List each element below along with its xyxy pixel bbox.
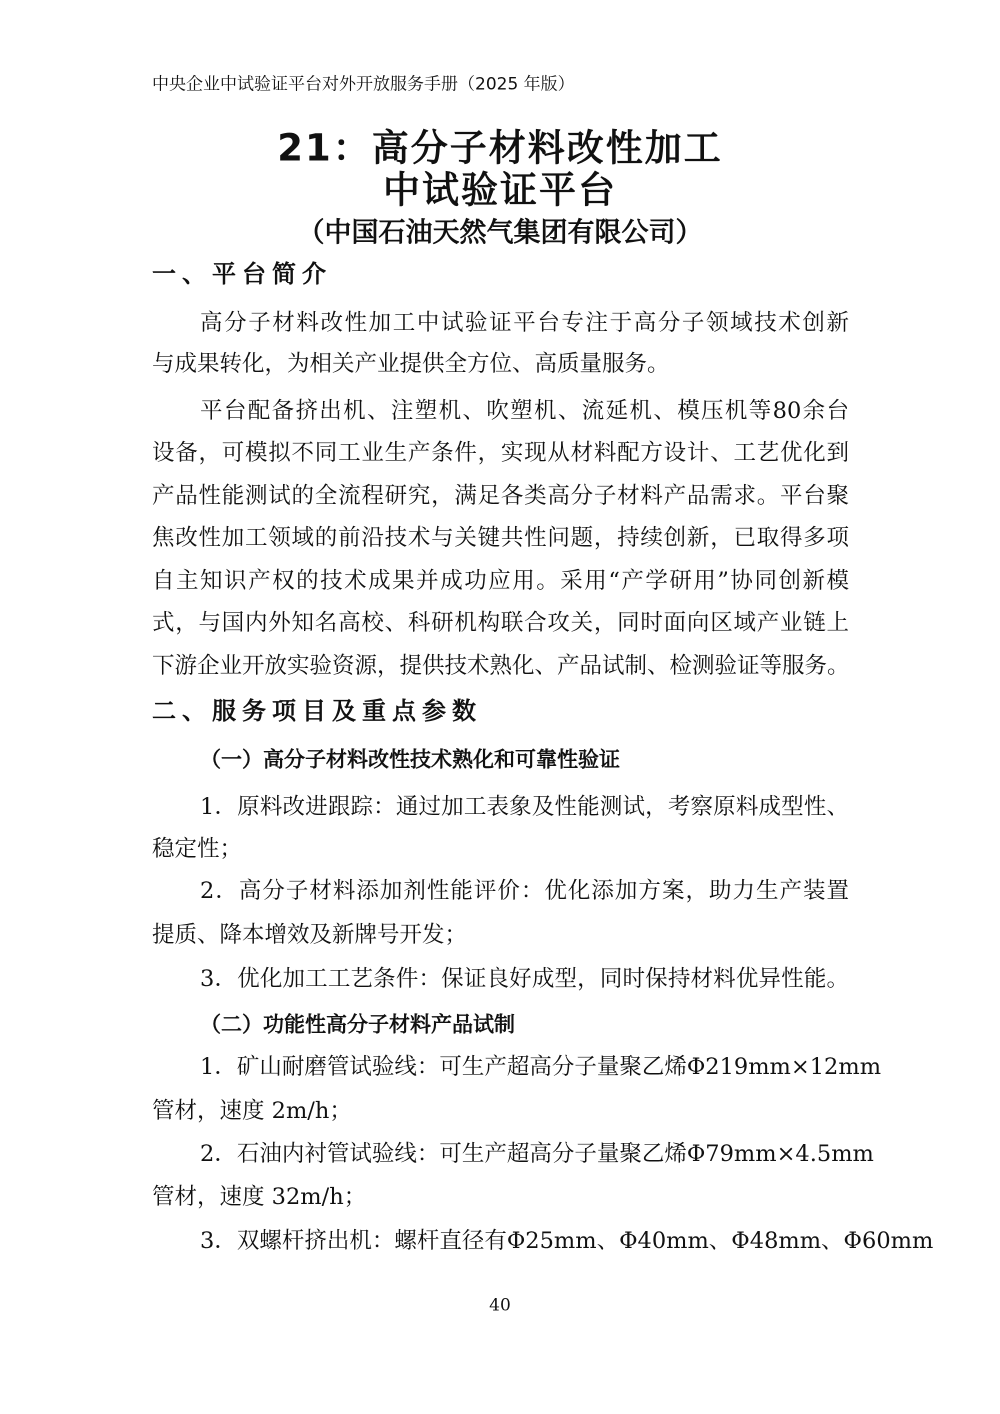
paragraph-line: 产品性能测试的全流程研究，满足各类高分子材料产品需求。平台聚 xyxy=(152,482,849,509)
subsection-heading-2: （二）功能性高分子材料产品试制 xyxy=(200,1012,515,1037)
list-item-line: 1．原料改进跟踪：通过加工表象及性能测试，考察原料成型性、 xyxy=(200,793,849,820)
paragraph-line: 式，与国内外知名高校、科研机构联合攻关，同时面向区域产业链上 xyxy=(152,609,849,636)
list-item-line: 管材，速度 32m/h； xyxy=(152,1183,367,1210)
paragraph-line: 下游企业开放实验资源，提供技术熟化、产品试制、检测验证等服务。 xyxy=(152,652,850,679)
list-item-line: 管材，速度 2m/h； xyxy=(152,1097,352,1124)
page-title-line-1: 21：高分子材料改性加工 xyxy=(277,126,723,170)
page-number: 40 xyxy=(489,1295,511,1316)
paragraph-line: 自主知识产权的技术成果并成功应用。采用“产学研用”协同创新模 xyxy=(152,567,849,594)
page-title-line-2: 中试验证平台 xyxy=(383,168,617,212)
list-item-line: 3．优化加工工艺条件：保证良好成型，同时保持材料优异性能。 xyxy=(200,965,849,992)
section-heading-services: 二、服务项目及重点参数 xyxy=(152,697,482,725)
organization-subtitle: （中国石油天然气集团有限公司） xyxy=(297,217,703,249)
paragraph-line: 焦改性加工领域的前沿技术与关键共性问题，持续创新，已取得多项 xyxy=(152,524,849,551)
paragraph-line: 设备，可模拟不同工业生产条件，实现从材料配方设计、工艺优化到 xyxy=(152,439,849,466)
paragraph-line: 高分子材料改性加工中试验证平台专注于高分子领域技术创新 xyxy=(200,309,849,336)
section-heading-intro: 一、平台简介 xyxy=(152,260,332,288)
paragraph-line: 平台配备挤出机、注塑机、吹塑机、流延机、模压机等80余台 xyxy=(200,397,849,424)
paragraph-line: 与成果转化，为相关产业提供全方位、高质量服务。 xyxy=(152,350,670,377)
list-item-line: 2．石油内衬管试验线：可生产超高分子量聚乙烯Φ79mm×4.5mm xyxy=(200,1140,874,1167)
list-item-line: 稳定性； xyxy=(152,835,243,862)
list-item-line: 2．高分子材料添加剂性能评价：优化添加方案，助力生产装置 xyxy=(200,877,849,904)
list-item-line: 3．双螺杆挤出机：螺杆直径有Φ25mm、Φ40mm、Φ48mm、Φ60mm xyxy=(200,1227,934,1254)
list-item-line: 提质、降本增效及新牌号开发； xyxy=(152,921,468,948)
running-header: 中央企业中试验证平台对外开放服务手册（2025 年版） xyxy=(152,74,575,95)
subsection-heading-1: （一）高分子材料改性技术熟化和可靠性验证 xyxy=(200,747,620,772)
list-item-line: 1．矿山耐磨管试验线：可生产超高分子量聚乙烯Φ219mm×12mm xyxy=(200,1053,882,1080)
